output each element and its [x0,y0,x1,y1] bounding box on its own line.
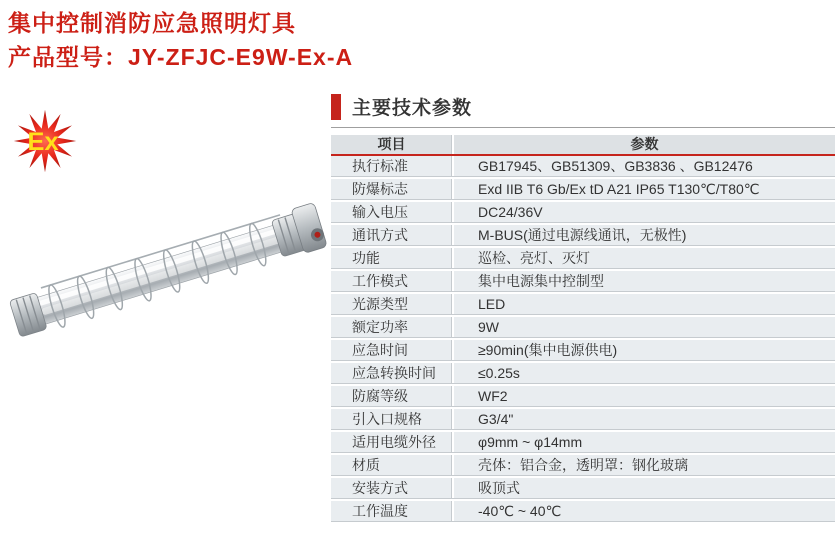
table-row [331,501,835,522]
ex-logo-label: Ex [27,127,59,156]
table-row [331,179,835,200]
tech-params-panel [331,93,835,522]
spec-value: GB17945、GB51309、GB3836 、GB12476 [478,158,753,174]
spec-value: 壳体：铝合金，透明罩：钢化玻璃 [478,457,688,473]
spec-value: 巡检、亮灯、灭灯 [478,250,590,266]
spec-item-label: 适用电缆外径 [331,432,454,452]
table-row [331,432,835,453]
table-row [331,317,835,338]
spec-item-label: 应急转换时间 [331,363,454,383]
spec-item-label: 通讯方式 [331,225,454,245]
table-header-item: 项目 [331,135,454,154]
spec-value: φ9mm ~ φ14mm [478,434,583,450]
table-row [331,225,835,246]
red-accent-bar [331,94,341,120]
table-row [331,248,835,269]
section-header [331,93,835,128]
table-row [331,271,835,292]
spec-item-label: 工作模式 [331,271,454,291]
table-row [331,455,835,476]
spec-item-label: 防爆标志 [331,179,454,199]
table-header-param: 参数 [630,136,659,152]
spec-value: WF2 [478,388,508,404]
spec-value: 集中电源集中控制型 [478,273,604,289]
spec-item-label: 执行标准 [331,156,454,176]
table-row [331,202,835,223]
spec-value: 9W [478,319,499,335]
spec-value: DC24/36V [478,204,543,220]
spec-table [331,135,835,522]
spec-item-label: 额定功率 [331,317,454,337]
product-photo-lamp [0,185,330,360]
spec-item-label: 安装方式 [331,478,454,498]
spec-value: 吸顶式 [478,480,520,496]
table-row [331,386,835,407]
table-header-row [331,135,835,156]
spec-value: Exd IIB T6 Gb/Ex tD A21 IP65 T130℃/T80℃ [478,181,760,197]
ex-explosionproof-icon [6,104,84,178]
spec-value: G3/4" [478,411,514,427]
spec-item-label: 引入口规格 [331,409,454,429]
table-row [331,340,835,361]
product-model-title: 产品型号：JY-ZFJC-E9W-Ex-A [8,44,354,70]
page-titles [8,6,353,74]
section-title: 主要技术参数 [352,98,473,119]
spec-value: -40℃ ~ 40℃ [478,503,562,519]
spec-item-label: 应急时间 [331,340,454,360]
product-category-title: 集中控制消防应急照明灯具 [8,10,296,36]
spec-value: ≤0.25s [478,365,520,381]
spec-item-label: 材质 [331,455,454,475]
spec-value: M-BUS(通过电源线通讯，无极性) [478,227,687,243]
table-row [331,363,835,384]
spec-value: LED [478,296,506,312]
spec-item-label: 防腐等级 [331,386,454,406]
spec-item-label: 功能 [331,248,454,268]
table-row [331,478,835,499]
spec-item-label: 输入电压 [331,202,454,222]
spec-value: ≥90min(集中电源供电) [478,342,618,358]
table-row [331,409,835,430]
spec-item-label: 工作温度 [331,501,454,521]
table-row [331,156,835,177]
table-row [331,294,835,315]
spec-item-label: 光源类型 [331,294,454,314]
